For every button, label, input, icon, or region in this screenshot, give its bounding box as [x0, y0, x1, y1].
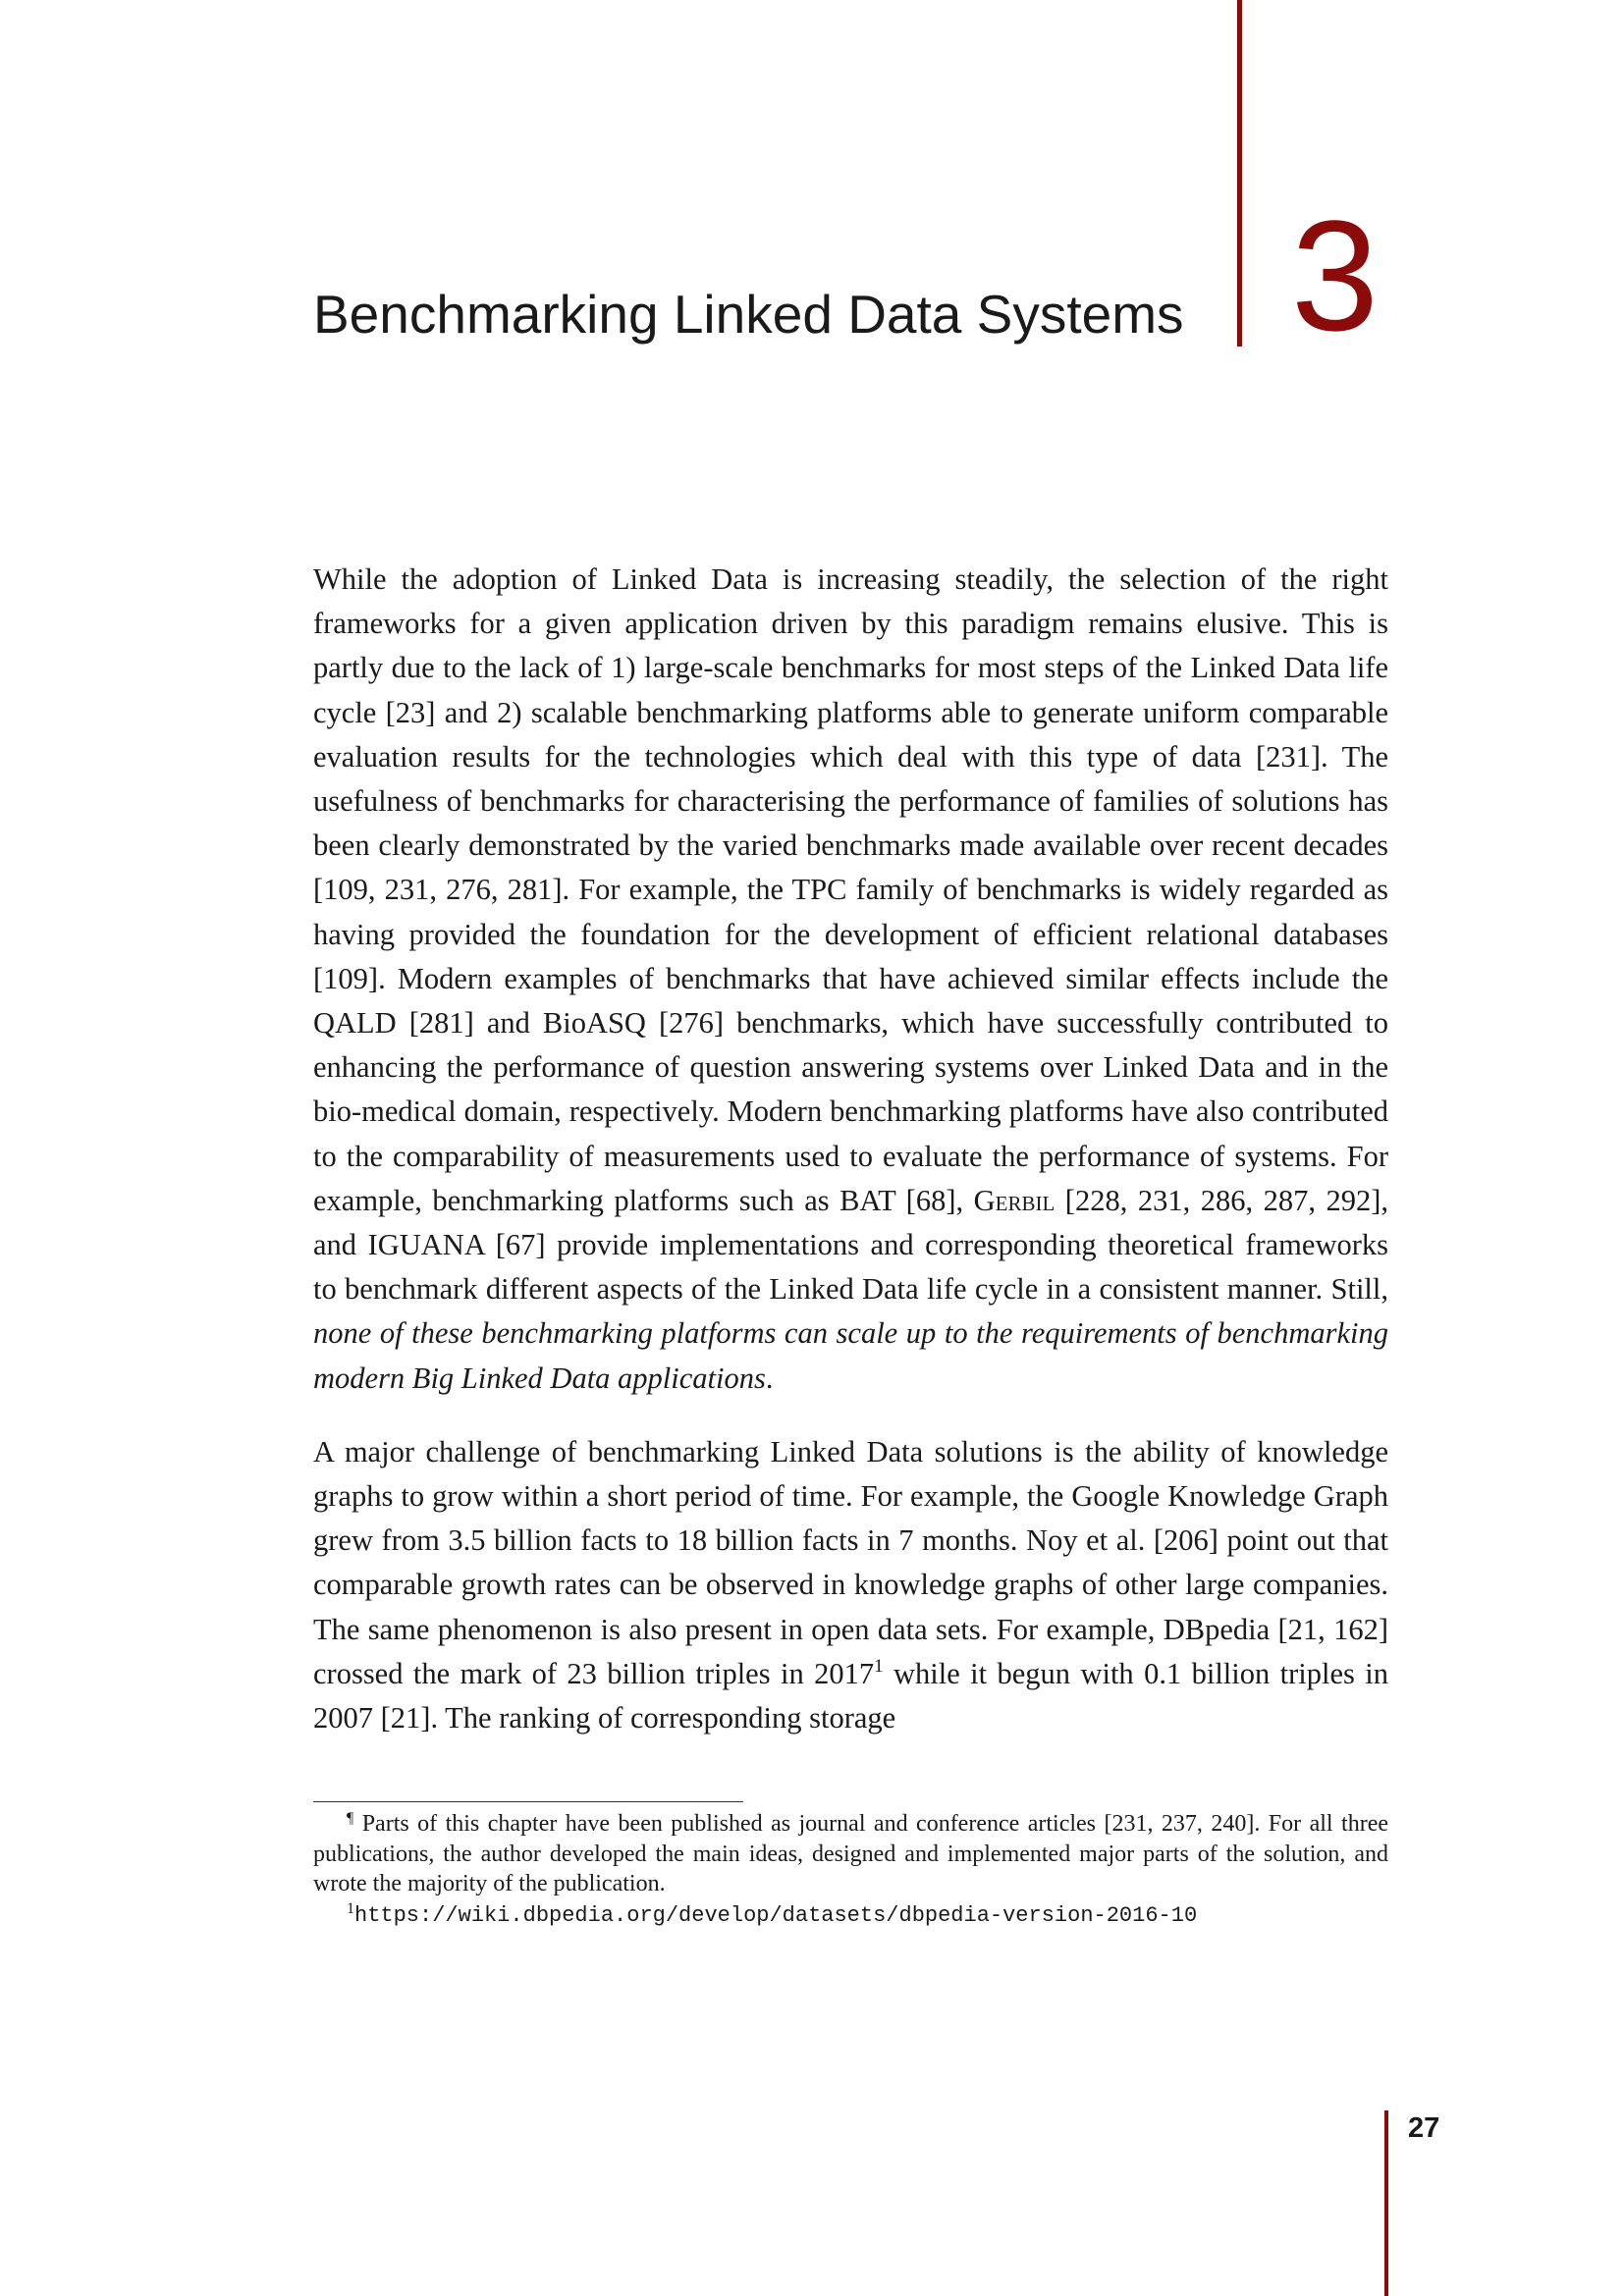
footnote-item [313, 1899, 1388, 1932]
footnote-reference[interactable]: 1 [874, 1655, 884, 1677]
paragraph-text: A major challenge of benchmarking Linked Data solutions is the ability of knowledge graphs to grow within a short period of time. For example, the Google Knowledge Graph grew from 3.5 billion facts to 18 billion facts in 7 months. Noy et al. [206] point out that comparable growth rates can be observed in knowledge graphs of other large companies. The same phenomenon is also present in open data sets. For example, DBpedia [21, 162] crossed the mark of 23 billion triples in 2017 [313, 1434, 1388, 1690]
footnote-url-link[interactable]: https://wiki.dbpedia.org/develop/datasets/dbpedia-version-2016-10 [354, 1902, 1198, 1928]
footnote-marker: 1 [347, 1899, 354, 1917]
paragraph-text: While the adoption of Linked Data is increasing steadily, the selection of the right frameworks for a given application driven by this paradigm remains elusive. This is partly due to the lack of 1) large-scale benchmarks for most steps of the Linked Data life cycle [23] and 2) scalable benchmarking platforms able to generate uniform comparable evaluation results for the technologies which deal with this type of data [231]. The usefulness of benchmarks for characterising the performance of families of solutions has been clearly demonstrated by the varied benchmarks made available over recent decades [109, 231, 276, 281]. For example, the TPC family of benchmarks is widely regarded as having provided the foundation for the development of efficient relational databases [109]. Modern examples of benchmarks that have achieved similar effects include the QALD [281] and BioASQ [276] benchmarks, which have successfully contributed to enhancing the performance of question answering systems over Linked Data and in the bio-medical domain, respectively. Modern benchmarking platforms have also contributed to the comparability of measurements used to evaluate the performance of systems. For example, benchmarking platforms such as BAT [68], [313, 562, 1388, 1217]
page-number: 27 [1408, 2112, 1440, 2144]
page-number-rule [1384, 2110, 1388, 2296]
chapter-marker-rule [1237, 0, 1242, 347]
chapter-body [313, 558, 1388, 1740]
paragraph-text: [228, 231, 286, 287, 292], and IGUANA [67] provide implementations and corresponding theoretical frameworks to benchmark different aspects of the Linked Data life cycle in a consistent manner. Still, [313, 1183, 1388, 1307]
chapter-number: 3 [1291, 187, 1379, 363]
emphasized-statement: none of these benchmarking platforms can scale up to the requirements of benchmarking modern Big Linked Data applications [313, 1316, 1388, 1395]
gerbil-smallcaps-term: Gerbil [973, 1183, 1056, 1217]
footnote-text: Parts of this chapter have been published as journal and conference articles [231, 237, 240]. For all three publications, the author developed the main ideas, designed and implemented major parts of the solution, and wrote the majority of the publication. [313, 1811, 1388, 1896]
body-paragraph [313, 1430, 1388, 1740]
paragraph-end-punctuation: . [765, 1361, 774, 1395]
footnote-item [313, 1809, 1388, 1899]
chapter-title: Benchmarking Linked Data Systems [313, 284, 1184, 345]
footnote-marker: ¶ [347, 1810, 354, 1827]
body-paragraph [313, 558, 1388, 1401]
footnote-separator [313, 1801, 743, 1802]
footnotes [313, 1809, 1388, 1931]
paragraph-text: while it begun with 0.1 billion triples in 2007 [21]. The ranking of corresponding storage [313, 1656, 1388, 1735]
